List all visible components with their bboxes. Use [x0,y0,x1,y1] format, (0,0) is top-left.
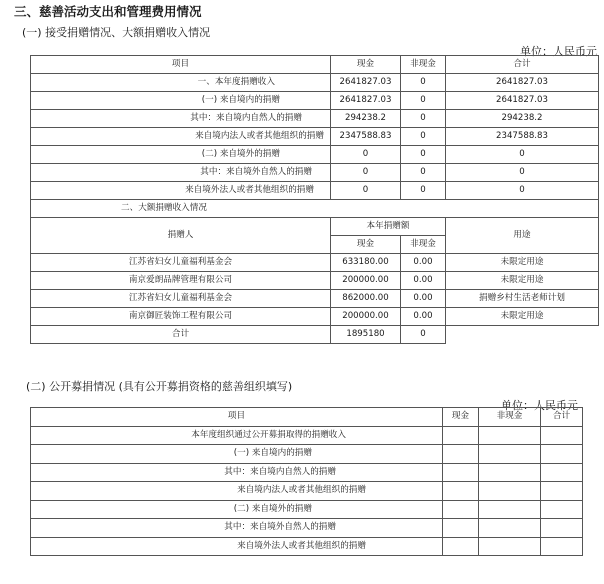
table-row [31,482,583,501]
table-row [31,164,599,182]
header-cash: 现金 [331,56,401,74]
row-total: 2641827.03 [446,74,599,92]
row-noncash: 0 [401,164,446,182]
table-row [31,92,599,110]
table-row [31,182,599,200]
table-row [31,500,583,519]
row-cash: 2641827.03 [331,74,401,92]
public-fundraising-table [30,407,583,556]
part2-unit: 单位：人民币元 [501,399,578,412]
donor-cash: 862000.00 [331,290,401,308]
row-noncash: 0 [401,92,446,110]
row-label: (二) 来自境外的捐赠 [31,146,331,164]
row-label: (二) 来自境外的捐赠 [31,500,443,519]
part2-subtitle: (二) 公开募捐情况 (具有公开募捐资格的慈善组织填写) [26,380,293,393]
header-donor: 捐赠人 [31,218,331,254]
donor-noncash: 0.00 [401,254,446,272]
row-label: (一) 来自境内的捐赠 [31,92,331,110]
row-label: 来自境内法人或者其他组织的捐赠 [31,482,443,501]
table-row [31,519,583,538]
header-item: 项目 [31,56,331,74]
row-label: 来自境内法人或者其他组织的捐赠 [31,128,331,146]
table-header-row [31,56,599,74]
row-cash: 2347588.83 [331,128,401,146]
table-row [31,445,583,464]
row-label: (一) 来自境内的捐赠 [31,445,443,464]
donor-noncash: 0.00 [401,290,446,308]
row-cash: 0 [331,182,401,200]
row-total: 2347588.83 [446,128,599,146]
row-noncash: 0 [401,128,446,146]
donor-usage: 捐赠乡村生活老师计划 [446,290,599,308]
row-total: 0 [446,182,599,200]
row-label: 其中：来自境外自然人的捐赠 [31,519,443,538]
donor-usage: 未限定用途 [446,254,599,272]
donor-noncash: 0.00 [401,308,446,326]
table-header-row [31,408,583,427]
total-cash: 1895180 [331,326,401,344]
row-cash: 294238.2 [331,110,401,128]
header-total: 合计 [446,56,599,74]
large-donation-title: 二、大额捐赠收入情况 [31,200,331,218]
table-row [31,74,599,92]
row-noncash: 0 [401,110,446,128]
donor-row [31,290,599,308]
row-label: 来自境外法人或者其他组织的捐赠 [31,182,331,200]
row-total: 2641827.03 [446,92,599,110]
table-row [31,128,599,146]
row-cash: 0 [331,146,401,164]
part1-subtitle: (一) 接受捐赠情况、大额捐赠收入情况 [22,26,211,39]
donor-name: 江苏省妇女儿童福利基金会 [31,254,331,272]
total-noncash: 0 [401,326,446,344]
header-usage: 用途 [446,218,599,254]
row-label: 其中：来自境内自然人的捐赠 [31,110,331,128]
table-row [31,463,583,482]
donor-row [31,272,599,290]
subheader-cash: 现金 [331,236,401,254]
subheader-noncash: 非现金 [401,236,446,254]
header-noncash: 非现金 [401,56,446,74]
row-label: 其中：来自境内自然人的捐赠 [31,463,443,482]
row-cash: 2641827.03 [331,92,401,110]
table-row [31,110,599,128]
header-cash: 现金 [443,408,479,427]
row-label: 来自境外法人或者其他组织的捐赠 [31,537,443,556]
header-noncash: 非现金 [479,408,541,427]
part1-unit: 单位：人民币元 [520,45,597,58]
row-noncash: 0 [401,182,446,200]
row-noncash: 0 [401,146,446,164]
table-row [31,537,583,556]
header-item: 项目 [31,408,443,427]
table-row [31,146,599,164]
donor-row [31,254,599,272]
donor-name: 南京爱朗品牌管理有限公司 [31,272,331,290]
section-title: 三、慈善活动支出和管理费用情况 [14,4,202,19]
donation-table [30,55,599,344]
row-label: 其中：来自境外自然人的捐赠 [31,164,331,182]
row-label: 一、本年度捐赠收入 [31,74,331,92]
donor-usage: 未限定用途 [446,272,599,290]
row-total: 294238.2 [446,110,599,128]
donor-name: 南京御匠装饰工程有限公司 [31,308,331,326]
donor-cash: 200000.00 [331,308,401,326]
donor-name: 江苏省妇女儿童福利基金会 [31,290,331,308]
header-total: 合计 [541,408,583,427]
large-donation-title-row [31,200,599,218]
row-label: 本年度组织通过公开募捐取得的捐赠收入 [31,426,443,445]
row-cash: 0 [331,164,401,182]
donor-cash: 200000.00 [331,272,401,290]
row-total: 0 [446,146,599,164]
donor-cash: 633180.00 [331,254,401,272]
total-label: 合计 [31,326,331,344]
donor-row [31,308,599,326]
donor-header-row [31,218,599,236]
donor-noncash: 0.00 [401,272,446,290]
row-total: 0 [446,164,599,182]
donor-usage: 未限定用途 [446,308,599,326]
header-annual-amount: 本年捐赠额 [331,218,446,236]
table-row [31,426,583,445]
row-noncash: 0 [401,74,446,92]
total-row [31,326,599,344]
